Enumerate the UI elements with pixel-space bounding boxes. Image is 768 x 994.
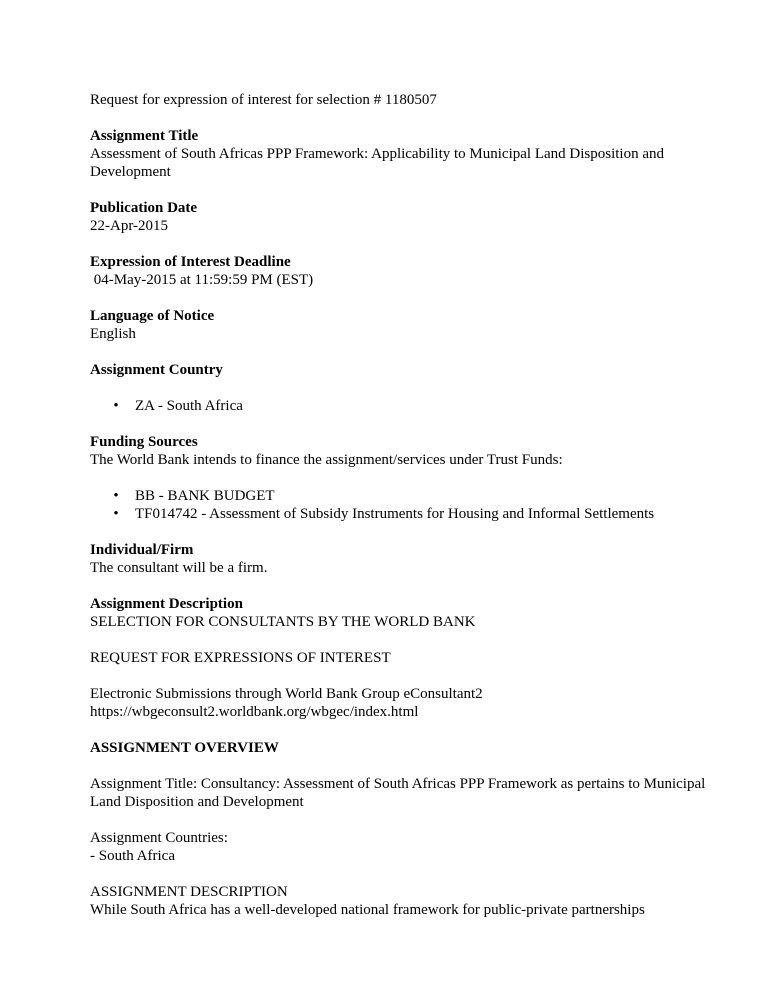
country-list: [90, 397, 730, 415]
funding-sources-label: Funding Sources: [90, 434, 198, 450]
individual-firm-section: [90, 541, 730, 577]
individual-firm-label: Individual/Firm: [90, 542, 194, 558]
funding-sources-text: The World Bank intends to finance the assignment/services under Trust Funds:: [90, 452, 563, 468]
assignment-countries-section: [90, 829, 730, 865]
overview-heading-section: [90, 739, 730, 757]
eoi-deadline-label: Expression of Interest Deadline: [90, 254, 291, 270]
funding-item: BB - BANK BUDGET: [135, 488, 275, 504]
header-block: [90, 91, 730, 109]
assignment-description-section: [90, 595, 730, 631]
assignment-title-label: Assignment Title: [90, 128, 199, 144]
request-heading: REQUEST FOR EXPRESSIONS OF INTEREST: [90, 650, 391, 666]
individual-firm-text: The consultant will be a firm.: [90, 560, 268, 576]
funding-sources-section: [90, 433, 730, 469]
language-label: Language of Notice: [90, 308, 215, 324]
bullet-icon: •: [113, 488, 119, 504]
bullet-icon: •: [113, 398, 119, 414]
assignment-description-label: Assignment Description: [90, 596, 243, 612]
eoi-deadline-section: [90, 253, 730, 289]
document-page: [90, 91, 730, 937]
publication-date-value: 22-Apr-2015: [90, 218, 169, 234]
funding-item: TF014742 - Assessment of Subsidy Instruments for Housing and Informal Settlements: [135, 506, 655, 522]
publication-date-section: [90, 199, 730, 235]
overview-title-text: Assignment Title: Consultancy: Assessment of South Africas PPP Framework as pertains to Municipal Land Disposition and Development: [90, 776, 710, 810]
overview-title-section: [90, 775, 730, 811]
assignment-countries-label: Assignment Countries:: [90, 830, 228, 846]
selection-header: Request for expression of interest for selection # 1180507: [90, 92, 437, 108]
description-text: While South Africa has a well-developed national framework for public-private partnerships: [90, 902, 645, 918]
list-item: [90, 487, 730, 505]
assignment-title-section: [90, 127, 730, 181]
funding-list: [90, 487, 730, 523]
overview-heading: ASSIGNMENT OVERVIEW: [90, 740, 279, 756]
eoi-deadline-value: 04-May-2015 at 11:59:59 PM (EST): [90, 272, 314, 288]
electronic-submissions-text: Electronic Submissions through World Bank Group eConsultant2: [90, 686, 483, 702]
request-heading-section: [90, 649, 730, 667]
language-section: [90, 307, 730, 343]
publication-date-label: Publication Date: [90, 200, 198, 216]
assignment-country-section: [90, 361, 730, 379]
country-item: ZA - South Africa: [135, 398, 243, 414]
assignment-description-text: SELECTION FOR CONSULTANTS BY THE WORLD BANK: [90, 614, 476, 630]
language-value: English: [90, 326, 136, 342]
list-item: [90, 505, 730, 523]
list-item: [90, 397, 730, 415]
description-heading: ASSIGNMENT DESCRIPTION: [90, 884, 288, 900]
assignment-country-label: Assignment Country: [90, 362, 223, 378]
assignment-title-text: Assessment of South Africas PPP Framework: Applicability to Municipal Land Disposition and Development: [90, 146, 668, 180]
econsultant-url: https://wbgeconsult2.worldbank.org/wbgec/index.html: [90, 704, 419, 720]
description-section: [90, 883, 730, 919]
assignment-countries-value: - South Africa: [90, 848, 175, 864]
bullet-icon: •: [113, 506, 119, 522]
electronic-submissions-section: [90, 685, 730, 721]
